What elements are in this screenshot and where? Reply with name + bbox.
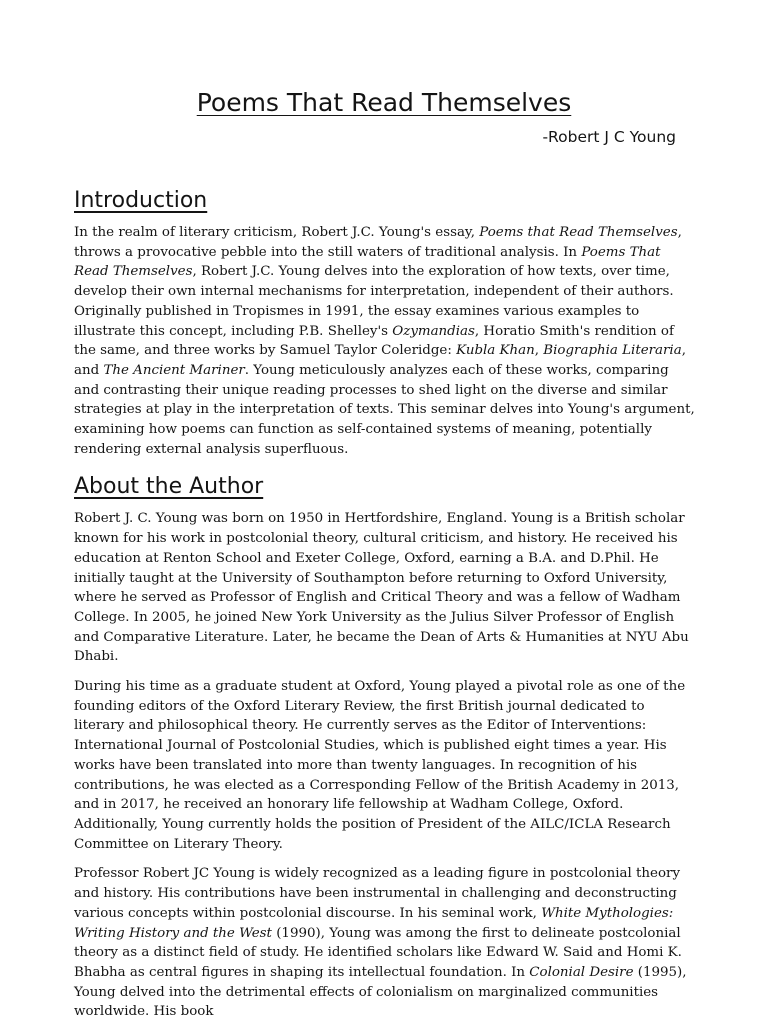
introduction-heading: Introduction — [74, 188, 208, 213]
introduction-paragraph: In the realm of literary criticism, Robert J.C. Young's essay, Poems that Read Themselves, throws a provocative pebble into the still waters of traditional analysis. In Poems That Read Themselves, Robert J.C. Young delves into the exploration of how texts, over time, develop their own internal mechanisms for interpretation, independent of their authors. Originally published in Tropismes in 1991, the essay examines various examples to illustrate this concept, including P.B. Shelley's Ozymandias, Horatio Smith's rendition of the same, and three works by Samuel Taylor Coleridge: Kubla Khan, Biographia Literaria, and The Ancient Mariner. Young meticulously analyzes each of these works, comparing and contrasting their unique reading processes to shed light on the diverse and similar strategies at play in the interpretation of texts. This seminar delves into Young's argument, examining how poems can function as self-contained systems of meaning, potentially rendering external analysis superfluous. — [74, 225, 695, 457]
author-paragraph-2: During his time as a graduate student at Oxford, Young played a pivotal role as one of the founding editors of the Oxford Literary Review, the first British journal dedicated to literary and philosophical theory. He currently serves as the Editor of Interventions: International Journal of Postcolonial Studies, which is published eight times a year. His works have been translated into more than twenty languages. In recognition of his contributions, he was elected as a Corresponding Fellow of the British Academy in 2013, and in 2017, he received an honorary life fellowship at Wadham College, Oxford. Additionally, Young currently holds the position of President of the AILC/ICLA Research Committee on Literary Theory. — [74, 679, 686, 852]
author-paragraph-1: Robert J. C. Young was born on 1950 in Hertfordshire, England. Young is a British scholar known for his work in postcolonial theory, cultural criticism, and history. He received his education at Renton School and Exeter College, Oxford, earning a B.A. and D.Phil. He initially taught at the University of Southampton before returning to Oxford University, where he served as Professor of English and Critical Theory and was a fellow of Wadham College. In 2005, he joined New York University as the Julius Silver Professor of English and Comparative Literature. Later, he became the Dean of Arts & Humanities at NYU Abu Dhabi. — [74, 511, 689, 665]
about-author-heading: About the Author — [74, 474, 264, 500]
document-body — [74, 183, 696, 1032]
document-title: Poems That Read Themselves — [196, 88, 572, 117]
author-byline: -Robert J C Young — [542, 128, 676, 146]
author-paragraph-3: Professor Robert JC Young is widely recognized as a leading figure in postcolonial theory and history. His contributions have been instrumental in challenging and deconstructing various concepts within postcolonial discourse. In his seminal work, White Mythologies: Writing History and the West (1990), Young was among the first to delineate postcolonial theory as a distinct field of study. He identified scholars like Edward W. Said and Homi K. Bhabha as central figures in shaping its intellectual foundation. In Colonial Desire (1995), Young delved into the detrimental effects of colonialism on marginalized communities worldwide. His book — [74, 866, 687, 1020]
